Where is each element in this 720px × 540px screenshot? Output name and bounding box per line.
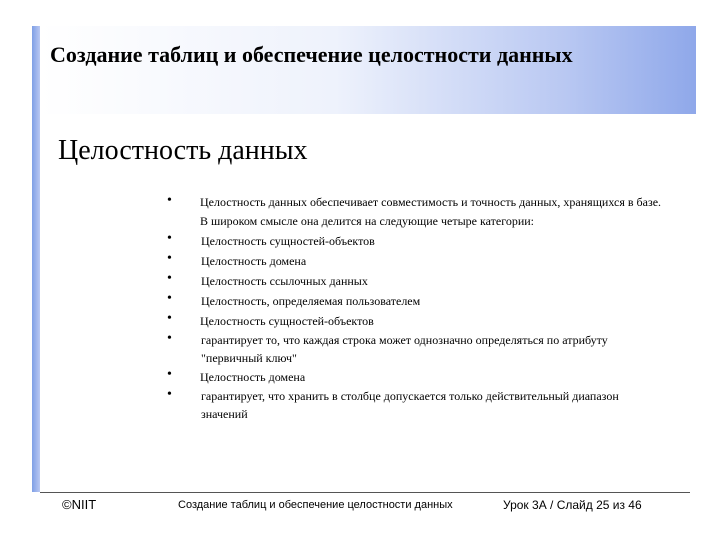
sub-bullet-text: Целостность ссылочных данных [201, 274, 368, 288]
footer-course-title: Создание таблиц и обеспечение целостности данных [178, 499, 453, 511]
bullet-item [165, 367, 665, 387]
sub-bullet-item [165, 387, 665, 423]
bullet-icon: • [167, 271, 172, 286]
slide-subtitle: Целостность данных [58, 135, 308, 166]
bullet-text: Целостность домена [200, 370, 306, 384]
bullet-icon: • [167, 193, 172, 208]
sub-bullet-item [165, 231, 665, 251]
slide-title: Создание таблиц и обеспечение целостности данных [50, 42, 573, 67]
bullet-text: Целостность данных обеспечивает совместимость и точность данных, хранящихся в базе. В широком смысле она делится на следующие четыре категории: [200, 195, 662, 228]
bullet-item [165, 311, 665, 331]
bullet-text: Целостность сущностей-объектов [200, 314, 374, 328]
sub-bullet-item [165, 251, 665, 271]
bullet-icon: • [167, 251, 172, 266]
bullet-icon: • [167, 367, 172, 382]
bullet-icon: • [167, 311, 172, 326]
sub-bullet-text: Целостность сущностей-объектов [201, 234, 375, 248]
slide-header [40, 26, 696, 114]
bullet-list [165, 193, 665, 423]
bullet-icon: • [167, 387, 172, 402]
left-accent-bar [32, 26, 40, 492]
sub-bullet-item [165, 271, 665, 291]
bullet-icon: • [167, 331, 172, 346]
footer-page-number: Урок 3А / Слайд 25 из 46 [503, 498, 642, 512]
footer-divider [40, 492, 690, 493]
footer-copyright: ©NIIT [62, 497, 97, 512]
sub-bullet-text: Целостность, определяемая пользователем [201, 294, 421, 308]
sub-bullet-item [165, 331, 665, 367]
sub-bullet-text: Целостность домена [201, 254, 307, 268]
sub-bullet-text: гарантирует то, что каждая строка может однозначно определяться по атрибуту "первичный ключ" [201, 333, 608, 365]
bullet-icon: • [167, 291, 172, 306]
sub-bullet-item [165, 291, 665, 311]
bullet-item [165, 193, 665, 231]
bullet-icon: • [167, 231, 172, 246]
sub-bullet-text: гарантирует, что хранить в столбце допускается только действительный диапазон значений [201, 389, 619, 421]
